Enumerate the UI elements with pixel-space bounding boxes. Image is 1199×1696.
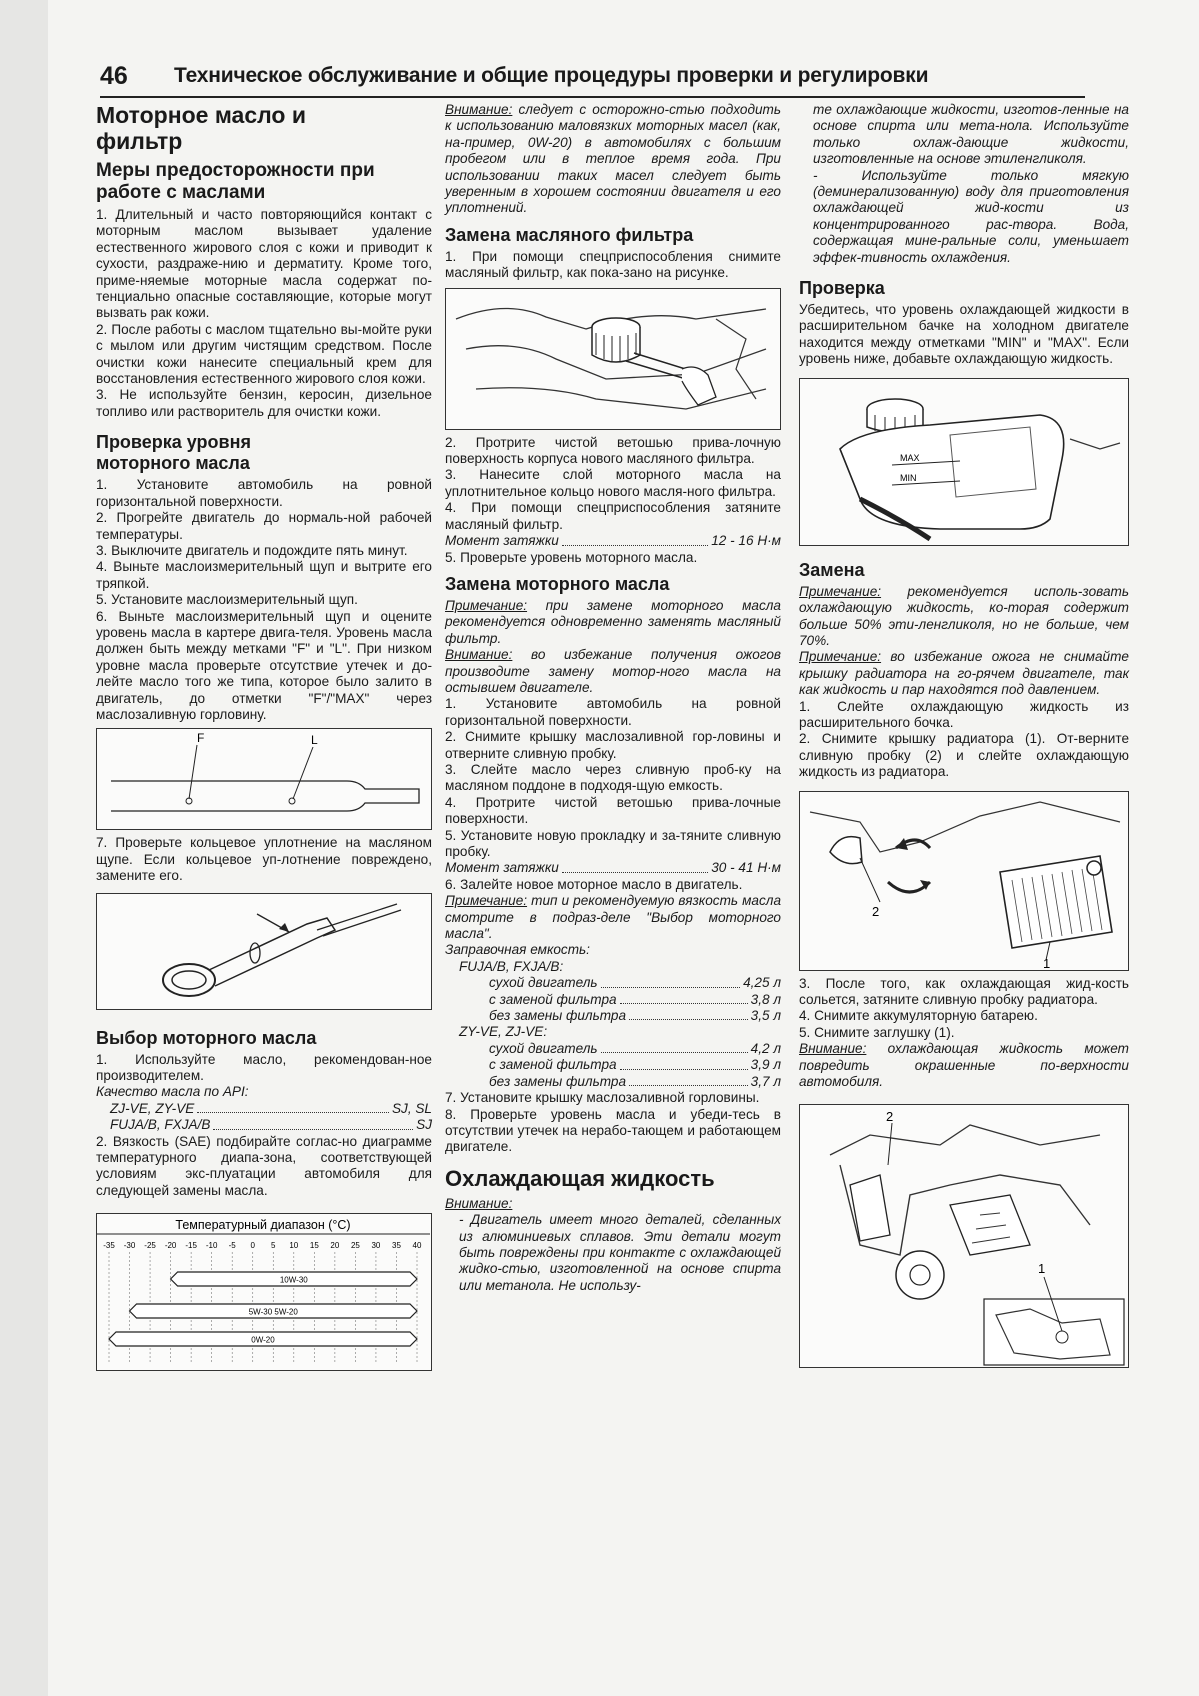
chart-tick-label: 40 bbox=[412, 1241, 422, 1251]
capacity-item: сухой двигатель bbox=[489, 1040, 598, 1056]
step: 1. Установите автомобиль на ровной горизонтальной поверхности. bbox=[445, 696, 781, 728]
radiator-figure bbox=[799, 791, 1129, 971]
chart-bar-label: 0W-20 bbox=[251, 1335, 275, 1345]
chart-bar-label: 5W-30 5W-20 bbox=[248, 1307, 298, 1317]
leader-dots bbox=[562, 860, 708, 872]
leader-dots bbox=[197, 1101, 389, 1113]
heading-oil-change: Замена моторного масла bbox=[445, 573, 670, 594]
torque-label: Момент затяжки bbox=[445, 533, 559, 549]
capacity-row bbox=[445, 1057, 781, 1073]
step: 8. Проверьте уровень масла и убеди-тесь в отсутствии утечек на нерабо-тающем и работающем двигателе. bbox=[445, 1106, 781, 1155]
heading-filter-change: Замена масляного фильтра bbox=[445, 224, 694, 245]
column-right bbox=[799, 102, 1129, 1373]
step: 1. При помощи спецприспособления снимите масляный фильтр, как пока-зано на рисунке. bbox=[445, 248, 781, 281]
callout-2: 2 bbox=[872, 903, 880, 919]
step: 5. Установите маслоизмерительный щуп. bbox=[96, 592, 358, 608]
warning-continued: те охлаждающие жидкости, изготов-ленные на основе спирта или мета-нола. Используйте только охлаж-дающие жидкости, изготовленные на основе этиленгликоля. bbox=[813, 102, 1129, 167]
capacity-value: 4,25 л bbox=[743, 975, 781, 991]
capacity-row bbox=[445, 1041, 781, 1057]
note-text: во избежание ожога не снимайте крышку радиатора на го-рячем двигателе, так как жидкость и пар находятся под давлением. bbox=[799, 649, 1129, 698]
step: 5. Снимите заглушку (1). bbox=[799, 1024, 955, 1040]
warning-text: следует с осторожно-стью подходить к использованию маловязких моторных масел (как, на-пример, 0W-20) в автомобилях с большим пробегом или в теплое время года. При использовании таких масел следует быть уверенным в хорошем состоянии двигателя и его уплотнений. bbox=[445, 102, 781, 216]
heading-check: Проверка bbox=[799, 278, 885, 299]
step: 1. Слейте охлаждающую жидкость из расширительного бочка. bbox=[799, 698, 1129, 730]
viscosity-chart bbox=[97, 1214, 430, 1370]
warning-label: Внимание: bbox=[445, 1195, 513, 1211]
chart-tick-label: 30 bbox=[371, 1241, 381, 1251]
dipstick-oring-illustration bbox=[97, 894, 430, 1009]
step: 4. Выньте маслоизмерительный щуп и вытрите его тряпкой. bbox=[96, 559, 432, 591]
heading-coolant: Охлаждающая жидкость bbox=[445, 1165, 715, 1191]
callout-2: 2 bbox=[886, 1109, 894, 1125]
capacity-item: сухой двигатель bbox=[489, 975, 598, 991]
step: 2. Прогрейте двигатель до нормаль-ной рабочей температуры. bbox=[96, 510, 432, 542]
note-label: Примечание: bbox=[799, 649, 882, 665]
warning-label: Внимание: bbox=[799, 1041, 867, 1057]
capacity-label: Заправочная емкость: bbox=[445, 942, 590, 958]
step: 2. Снимите крышку радиатора (1). От-верните сливную пробку (2) и слейте охлаждающую жидкость из радиатора. bbox=[799, 731, 1129, 780]
leader-dots bbox=[620, 1057, 748, 1069]
chart-tick-label: 15 bbox=[309, 1241, 319, 1251]
capacity-item: с заменой фильтра bbox=[489, 1057, 617, 1073]
page-edge-shadow bbox=[0, 0, 48, 1696]
paragraph: 3. Не используйте бензин, керосин, дизельное топливо или растворитель для очистки кожи. bbox=[96, 387, 432, 419]
step: 3. После того, как охлаждающая жид-кость сольется, затяните сливную пробку радиатора. bbox=[799, 975, 1129, 1007]
chart-tick-label: 35 bbox=[392, 1241, 401, 1251]
oil-filter-removal-illustration bbox=[446, 289, 779, 429]
api-engine: ZJ-VE, ZY-VE bbox=[110, 1100, 195, 1116]
note-label: Примечание: bbox=[445, 597, 528, 613]
api-row bbox=[96, 1101, 432, 1117]
note bbox=[799, 649, 1129, 698]
note-text: рекомендуется исполь-зовать охлаждающую жидкость, ко-торая содержит больше 50% эти-ленгликоля, но не больше, чем 70%. bbox=[799, 583, 1129, 648]
note-text: при замене моторного масла рекомендуется одновременно заменять масляный фильтр. bbox=[445, 597, 781, 646]
leader-dots bbox=[601, 975, 741, 987]
step: 4. Снимите аккумуляторную батарею. bbox=[799, 1008, 1038, 1024]
dipstick-figure bbox=[96, 728, 432, 830]
capacity-row bbox=[445, 992, 781, 1008]
step: 6. Выньте маслоизмерительный щуп и оцените уровень масла в картере двига-теля. Уровень масла должен быть между метками "F" и "L". При низком уровне масла проверьте отсутствие утечек и до-лейте масло того же типа, которое было залито в двигатель, до отметки "F"/"MAX" через маслозаливную горловину. bbox=[96, 608, 432, 722]
note bbox=[799, 584, 1129, 650]
warning-text: во избежание получения ожогов производите замену мотор-ного масла на остывшем двигателе. bbox=[445, 647, 781, 695]
chart-tick-label: -15 bbox=[185, 1241, 197, 1251]
page-title: Техническое обслуживание и общие процедуры проверки и регулировки bbox=[174, 64, 929, 87]
tank-max-mark: MAX bbox=[900, 452, 920, 463]
leader-dots bbox=[562, 533, 708, 545]
heading-oil-filter: Моторное масло и фильтр bbox=[96, 102, 306, 154]
warning-continued: - Используйте только мягкую (деминерализованную) воду для приготовления охлаждающей жид-кости из концентрированного рас-твора. Вода, содержащая мине-ральные соли, уменьшает эффек-тивность охлаждения. bbox=[813, 167, 1129, 265]
api-value: SJ bbox=[416, 1117, 432, 1133]
note bbox=[445, 893, 781, 942]
filter-figure bbox=[445, 288, 781, 430]
warning-label: Внимание: bbox=[445, 102, 513, 117]
warning bbox=[445, 647, 781, 696]
heading-oil-choice: Выбор моторного масла bbox=[96, 1027, 317, 1048]
capacity-item: с заменой фильтра bbox=[489, 991, 617, 1007]
warning-text: - Двигатель имеет много деталей, сделанных из алюминиевых сплавов. Эти детали могут быть повреждены при контакте с охлаждающей жидко-стью, изготовленной на основе спирта или метанола. Не использу- bbox=[459, 1212, 781, 1293]
warning-text: охлаждающая жидкость может повредить окрашенные по-верхности автомобиля. bbox=[799, 1041, 1129, 1089]
heading-precautions: Меры предосторожности при работе с маслами bbox=[96, 160, 375, 203]
step: 7. Проверьте кольцевое уплотнение на масляном щупе. Если кольцевое уп-лотнение повреждено, замените его. bbox=[96, 835, 432, 884]
capacity-row bbox=[445, 975, 781, 991]
capacity-value: 3,8 л bbox=[750, 991, 781, 1007]
engine-figure bbox=[799, 1104, 1129, 1368]
chart-tick-label: 20 bbox=[330, 1241, 340, 1251]
torque-value: 30 - 41 Н·м bbox=[711, 860, 781, 876]
capacity-value: 3,5 л bbox=[750, 1008, 781, 1024]
step: 6. Залейте новое моторное масло в двигатель. bbox=[445, 876, 743, 892]
capacity-row bbox=[445, 1008, 781, 1024]
note bbox=[445, 598, 781, 647]
chart-bar-label: 10W-30 bbox=[279, 1275, 308, 1285]
chart-tick-label: -35 bbox=[103, 1241, 115, 1251]
note-label: Примечание: bbox=[799, 583, 882, 599]
step: 1. Используйте масло, рекомендован-ное производителем. bbox=[96, 1051, 432, 1083]
engine-plug-illustration bbox=[800, 1105, 1127, 1367]
capacity-engine: ZY-VE, ZJ-VE: bbox=[459, 1024, 548, 1040]
dipstick-illustration bbox=[97, 729, 430, 829]
step: 4. При помощи спецприспособления затяните масляный фильтр. bbox=[445, 500, 781, 532]
page-number: 46 bbox=[100, 62, 128, 90]
note-text: тип и рекомендуемую вязкость масла смотрите в подраз-деле "Выбор моторного масла". bbox=[445, 893, 781, 942]
chart-tick-label: 0 bbox=[250, 1241, 255, 1251]
oring-figure bbox=[96, 893, 432, 1010]
leader-dots bbox=[629, 1008, 748, 1020]
chart-tick-label: 10 bbox=[289, 1241, 299, 1251]
torque-row bbox=[445, 533, 781, 549]
capacity-item: без замены фильтра bbox=[489, 1008, 627, 1024]
api-label: Качество масла по API: bbox=[96, 1084, 249, 1100]
step: 3. Слейте масло через сливную проб-ку на масляном поддоне в подходя-щую емкость. bbox=[445, 761, 781, 794]
torque-value: 12 - 16 Н·м bbox=[711, 533, 781, 549]
radiator-drain-illustration bbox=[800, 792, 1127, 970]
capacity-item: без замены фильтра bbox=[489, 1073, 627, 1089]
note-label: Примечание: bbox=[445, 893, 528, 909]
viscosity-chart-box bbox=[96, 1213, 432, 1371]
step: 1. Установите автомобиль на ровной горизонтальной поверхности. bbox=[96, 477, 432, 509]
dipstick-l-label: L bbox=[311, 733, 318, 748]
chart-bars bbox=[109, 1272, 417, 1346]
tank-figure bbox=[799, 378, 1129, 546]
torque-label: Момент затяжки bbox=[445, 860, 559, 876]
step: 2. Вязкость (SAE) подбирайте соглас-но диаграмме температурного диапа-зона, соответствующей условиям экс-плуатации автомобиля для следующей замены масла. bbox=[96, 1133, 432, 1198]
column-middle bbox=[445, 102, 781, 1294]
column-left bbox=[96, 102, 432, 1376]
chart-tick-label: -30 bbox=[123, 1241, 136, 1251]
step: 2. Снимите крышку маслозаливной гор-ловины и отверните сливную пробку. bbox=[445, 729, 781, 761]
heading-replace: Замена bbox=[799, 559, 865, 580]
chart-tick-label: -20 bbox=[164, 1241, 177, 1251]
callout-1: 1 bbox=[1043, 955, 1051, 970]
callout-1: 1 bbox=[1038, 1261, 1046, 1277]
leader-dots bbox=[629, 1074, 748, 1086]
step: 7. Установите крышку маслозаливной горловины. bbox=[445, 1090, 760, 1106]
page-header bbox=[100, 60, 1085, 98]
step: 5. Проверьте уровень моторного масла. bbox=[445, 549, 698, 565]
capacity-row bbox=[445, 1074, 781, 1090]
capacity-value: 4,2 л bbox=[750, 1040, 781, 1056]
chart-tick-label: 5 bbox=[271, 1241, 276, 1251]
step: 3. Нанесите слой моторного масла на уплотнительное кольцо нового масля-ного фильтра. bbox=[445, 467, 781, 499]
capacity-value: 3,9 л bbox=[750, 1057, 781, 1073]
tank-min-mark: MIN bbox=[900, 472, 917, 483]
chart-tick-label: -25 bbox=[144, 1241, 156, 1251]
paragraph: 1. Длительный и часто повторяющийся контакт с моторным маслом вызывает удаление естественного жирового слоя с кожи и приводит к сухости, раздраже-нию и дерматиту. Кроме того, приме-няемые моторные масла содержат по-тенциально опасные составляющие, которые могут вызвать рак кожи. bbox=[96, 207, 432, 321]
api-value: SJ, SL bbox=[391, 1100, 432, 1116]
step: 2. Протрите чистой ветошью прива-лочную поверхность корпуса нового масляного фильтра. bbox=[445, 434, 781, 467]
step: 4. Протрите чистой ветошью прива-лочные поверхности. bbox=[445, 794, 781, 827]
capacity-engine: FUJA/B, FXJA/B: bbox=[459, 958, 564, 974]
dipstick-f-label: F bbox=[197, 731, 205, 746]
api-engine: FUJA/B, FXJA/B bbox=[110, 1117, 211, 1133]
warning bbox=[799, 1041, 1129, 1090]
heading-oil-level: Проверка уровня моторного масла bbox=[96, 432, 251, 474]
chart-title: Температурный диапазон (°С) bbox=[175, 1218, 351, 1233]
expansion-tank-illustration bbox=[800, 379, 1127, 545]
capacity-value: 3,7 л bbox=[750, 1073, 781, 1089]
paragraph: Убедитесь, что уровень охлаждающей жидкости в расширительном бачке на холодном двигателе находится между отметками "MIN" и "MAX". Если уровень ниже, добавьте охлаждающую жидкость. bbox=[799, 302, 1129, 367]
step: 5. Установите новую прокладку и за-тяните сливную пробку. bbox=[445, 827, 781, 859]
chart-tick-label: -5 bbox=[228, 1241, 236, 1251]
api-row bbox=[96, 1117, 432, 1133]
step: 3. Выключите двигатель и подождите пять минут. bbox=[96, 542, 408, 558]
chart-tick-label: 25 bbox=[350, 1241, 360, 1251]
warning-label: Внимание: bbox=[445, 647, 513, 663]
warning-viscosity bbox=[445, 102, 781, 217]
torque-row bbox=[445, 860, 781, 876]
leader-dots bbox=[213, 1117, 413, 1129]
leader-dots bbox=[601, 1041, 748, 1053]
paragraph: 2. После работы с маслом тщательно вы-мойте руки с мылом или другим чистящим средством. После очистки кожи нанесите специальный крем для восстановления естественного жирового слоя кожи. bbox=[96, 321, 432, 387]
chart-tick-label: -10 bbox=[205, 1241, 218, 1251]
leader-dots bbox=[620, 992, 748, 1004]
